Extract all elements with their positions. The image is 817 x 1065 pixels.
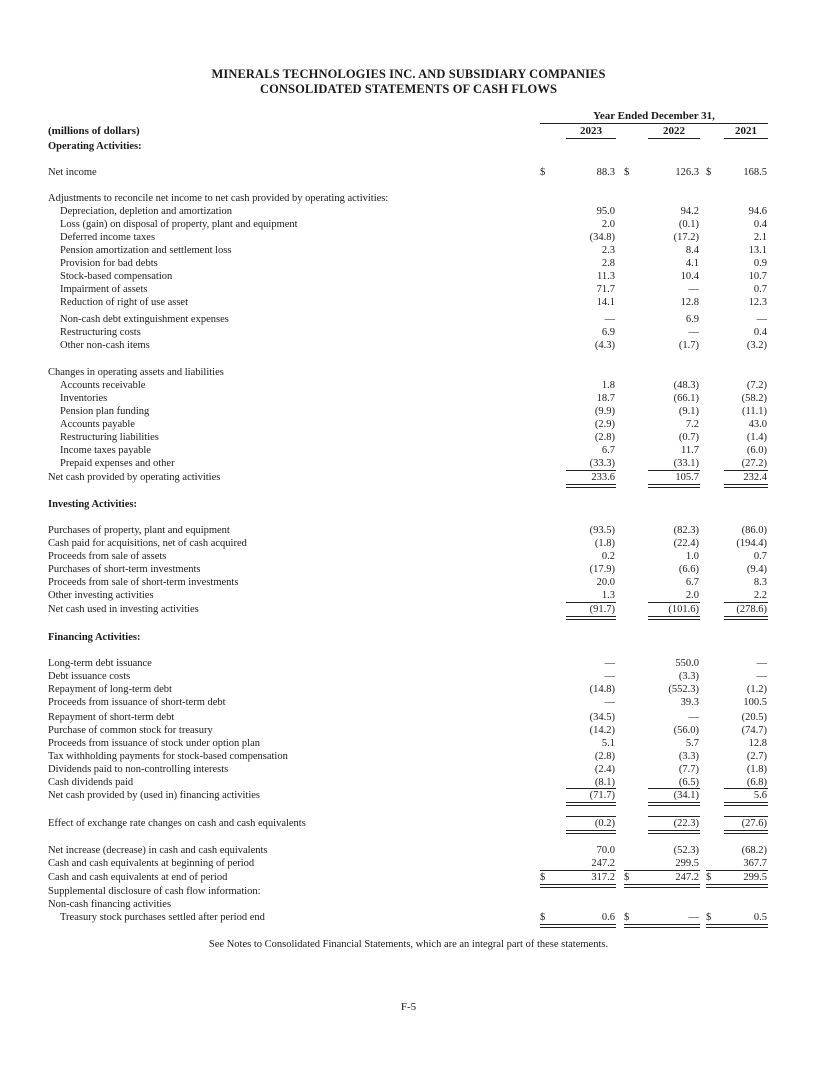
- row-label: Restructuring costs: [60, 327, 141, 338]
- table-row: [0, 589, 817, 602]
- cell-2023: 6.9: [601, 327, 615, 338]
- currency-symbol: $: [540, 167, 546, 178]
- units-label: (millions of dollars): [48, 125, 140, 137]
- subtotal-rule: [648, 602, 700, 603]
- cell-2021: 100.5: [743, 697, 767, 708]
- currency-symbol: $: [540, 872, 546, 883]
- cell-2022: 4.1: [685, 258, 699, 269]
- table-row: [0, 911, 817, 924]
- table-row: [0, 789, 817, 802]
- cell-2021: (86.0): [741, 525, 767, 536]
- subtotal-rule: [566, 602, 616, 603]
- year-column-2021: 2021: [724, 125, 768, 139]
- subtotal-rule: [648, 470, 700, 471]
- subtotal-rule: [540, 870, 616, 871]
- cell-2022: 39.3: [680, 697, 699, 708]
- cell-2021: (11.1): [742, 406, 767, 417]
- row-label: Proceeds from issuance of stock under option plan: [48, 738, 260, 749]
- table-row: [0, 218, 817, 231]
- cell-2021: 0.7: [753, 284, 767, 295]
- total-double-rule: [624, 924, 700, 928]
- cell-2021: (7.2): [746, 380, 767, 391]
- cell-2022: 247.2: [675, 872, 699, 883]
- table-row: [0, 326, 817, 339]
- cell-2021: (2.7): [746, 751, 767, 762]
- currency-symbol: $: [624, 872, 630, 883]
- cell-2022: 5.7: [685, 738, 699, 749]
- row-label: Debt issuance costs: [48, 671, 131, 682]
- cell-2023: 247.2: [591, 858, 615, 869]
- row-label: Other investing activities: [48, 590, 154, 601]
- subtotal-rule: [566, 816, 616, 817]
- cell-2023: —: [604, 671, 615, 682]
- subtotal-rule: [566, 470, 616, 471]
- cell-2022: 105.7: [675, 472, 699, 483]
- subtotal-rule: [648, 788, 700, 789]
- cell-2022: 10.4: [680, 271, 699, 282]
- table-row: [0, 140, 817, 153]
- cell-2021: 2.1: [753, 232, 767, 243]
- cell-2023: (2.9): [594, 419, 615, 430]
- cell-2021: 299.5: [743, 872, 767, 883]
- currency-symbol: $: [706, 912, 712, 923]
- page-number: F-5: [400, 1001, 417, 1013]
- cell-2022: (66.1): [673, 393, 699, 404]
- cell-2023: 2.8: [601, 258, 615, 269]
- row-label: Cash and cash equivalents at beginning of period: [48, 858, 255, 869]
- cell-2023: —: [604, 658, 615, 669]
- cell-2021: (1.2): [746, 684, 767, 695]
- cell-2021: (6.8): [746, 777, 767, 788]
- total-double-rule: [648, 616, 700, 620]
- row-label: Repayment of long-term debt: [48, 684, 172, 695]
- table-row: [0, 550, 817, 563]
- cell-2021: (68.2): [741, 845, 767, 856]
- cell-2023: (91.7): [589, 604, 615, 615]
- total-double-rule: [566, 616, 616, 620]
- total-double-rule: [566, 484, 616, 488]
- cell-2023: (34.5): [589, 712, 615, 723]
- row-label: Net cash provided by (used in) financing activities: [48, 790, 260, 801]
- total-double-rule: [566, 802, 616, 806]
- table-row: [0, 817, 817, 830]
- cell-2023: (14.2): [589, 725, 615, 736]
- table-row: [0, 392, 817, 405]
- table-row: [0, 205, 817, 218]
- table-row: [0, 724, 817, 737]
- cell-2021: 13.1: [748, 245, 767, 256]
- cell-2023: 317.2: [591, 872, 615, 883]
- table-row: [0, 563, 817, 576]
- row-label: Dividends paid to non-controlling interests: [48, 764, 229, 775]
- cell-2022: (552.3): [668, 684, 699, 695]
- row-label: Long-term debt issuance: [48, 658, 152, 669]
- table-row: [0, 696, 817, 709]
- table-row: [0, 379, 817, 392]
- cell-2023: (14.8): [589, 684, 615, 695]
- table-row: [0, 405, 817, 418]
- row-label: Pension plan funding: [60, 406, 150, 417]
- footnote: See Notes to Consolidated Financial Statements, which are an integral part of these statements.: [208, 939, 609, 950]
- table-row: [0, 257, 817, 270]
- cell-2023: 70.0: [596, 845, 615, 856]
- row-label: Deferred income taxes: [60, 232, 156, 243]
- cell-2023: 6.7: [601, 445, 615, 456]
- table-row: [0, 711, 817, 724]
- cell-2021: 94.6: [748, 206, 767, 217]
- cell-2022: (82.3): [673, 525, 699, 536]
- cell-2023: 88.3: [596, 167, 615, 178]
- cell-2022: 1.0: [685, 551, 699, 562]
- cell-2021: (1.8): [746, 764, 767, 775]
- cell-2021: (74.7): [741, 725, 767, 736]
- cell-2023: (17.9): [589, 564, 615, 575]
- row-label: Loss (gain) on disposal of property, plant and equipment: [60, 219, 298, 230]
- cell-2022: —: [688, 712, 699, 723]
- cell-2023: 1.3: [601, 590, 615, 601]
- cell-2021: —: [756, 658, 767, 669]
- cell-2022: (17.2): [673, 232, 699, 243]
- cell-2022: 6.7: [685, 577, 699, 588]
- period-heading: Year Ended December 31,: [540, 110, 768, 124]
- cell-2021: (27.6): [741, 818, 767, 829]
- row-label: Accounts payable: [60, 419, 135, 430]
- cell-2022: (0.7): [678, 432, 699, 443]
- row-label: Net cash provided by operating activities: [48, 472, 221, 483]
- total-double-rule: [540, 924, 616, 928]
- table-row: [0, 737, 817, 750]
- table-row: [0, 192, 817, 205]
- cell-2023: (33.3): [589, 458, 615, 469]
- cell-2022: (1.7): [678, 340, 699, 351]
- table-row: [0, 603, 817, 616]
- cell-2022: (22.4): [673, 538, 699, 549]
- total-double-rule: [648, 830, 700, 834]
- table-row: [0, 296, 817, 309]
- cell-2021: 0.5: [753, 912, 767, 923]
- cell-2022: (52.3): [673, 845, 699, 856]
- cell-2022: (6.6): [678, 564, 699, 575]
- row-label: Tax withholding payments for stock-based compensation: [48, 751, 288, 762]
- table-row: [0, 431, 817, 444]
- subtotal-rule: [566, 788, 616, 789]
- row-label: Adjustments to reconcile net income to net cash provided by operating activities:: [48, 193, 389, 204]
- subtotal-rule: [724, 788, 768, 789]
- cell-2023: 2.3: [601, 245, 615, 256]
- cell-2021: (1.4): [746, 432, 767, 443]
- table-row: [0, 471, 817, 484]
- cell-2023: (4.3): [594, 340, 615, 351]
- table-row: [0, 366, 817, 379]
- cell-2023: 95.0: [596, 206, 615, 217]
- company-title: MINERALS TECHNOLOGIES INC. AND SUBSIDIARY COMPANIES: [211, 67, 606, 81]
- table-row: [0, 418, 817, 431]
- total-double-rule: [724, 830, 768, 834]
- table-row: [0, 457, 817, 470]
- cell-2021: 10.7: [748, 271, 767, 282]
- row-label: Pension amortization and settlement loss: [60, 245, 232, 256]
- cell-2023: 0.2: [601, 551, 615, 562]
- row-label: Income taxes payable: [60, 445, 151, 456]
- row-label: Inventories: [60, 393, 108, 404]
- table-row: [0, 498, 817, 511]
- cell-2021: 43.0: [748, 419, 767, 430]
- table-row: [0, 750, 817, 763]
- total-double-rule: [566, 830, 616, 834]
- cell-2021: 232.4: [743, 472, 767, 483]
- cell-2022: 299.5: [675, 858, 699, 869]
- cell-2023: (2.8): [594, 432, 615, 443]
- row-label: Proceeds from sale of assets: [48, 551, 167, 562]
- cell-2022: 2.0: [685, 590, 699, 601]
- cell-2022: —: [688, 912, 699, 923]
- table-row: [0, 670, 817, 683]
- table-row: [0, 270, 817, 283]
- total-double-rule: [724, 802, 768, 806]
- total-double-rule: [648, 484, 700, 488]
- currency-symbol: $: [706, 167, 712, 178]
- table-row: [0, 313, 817, 326]
- row-label: Accounts receivable: [60, 380, 146, 391]
- cell-2023: —: [604, 314, 615, 325]
- subtotal-rule: [724, 602, 768, 603]
- row-label: Cash and cash equivalents at end of period: [48, 872, 228, 883]
- cell-2022: (101.6): [668, 604, 699, 615]
- row-label: Depreciation, depletion and amortization: [60, 206, 233, 217]
- cell-2022: —: [688, 327, 699, 338]
- cell-2021: (194.4): [736, 538, 767, 549]
- cell-2022: —: [688, 284, 699, 295]
- cell-2023: (1.8): [594, 538, 615, 549]
- cell-2021: 2.2: [753, 590, 767, 601]
- row-label: Supplemental disclosure of cash flow information:: [48, 886, 261, 897]
- row-label: Prepaid expenses and other: [60, 458, 175, 469]
- row-label: Proceeds from sale of short-term investments: [48, 577, 239, 588]
- row-label: Changes in operating assets and liabilities: [48, 367, 224, 378]
- section-heading: Operating Activities:: [48, 141, 142, 152]
- table-row: [0, 576, 817, 589]
- cell-2023: (34.8): [589, 232, 615, 243]
- cell-2022: (6.5): [678, 777, 699, 788]
- cell-2022: 6.9: [685, 314, 699, 325]
- subtotal-rule: [624, 870, 700, 871]
- row-label: Purchases of property, plant and equipment: [48, 525, 230, 536]
- row-label: Purchases of short-term investments: [48, 564, 201, 575]
- row-label: Purchase of common stock for treasury: [48, 725, 213, 736]
- cell-2021: 168.5: [743, 167, 767, 178]
- cell-2022: 11.7: [681, 445, 699, 456]
- table-row: [0, 339, 817, 352]
- row-label: Provision for bad debts: [60, 258, 158, 269]
- cell-2023: 0.6: [601, 912, 615, 923]
- row-label: Cash dividends paid: [48, 777, 134, 788]
- currency-symbol: $: [624, 912, 630, 923]
- cell-2021: (9.4): [746, 564, 767, 575]
- statement-title: CONSOLIDATED STATEMENTS OF CASH FLOWS: [259, 82, 558, 96]
- year-column-2023: 2023: [566, 125, 616, 139]
- row-label: Effect of exchange rate changes on cash and cash equivalents: [48, 818, 306, 829]
- cell-2022: (3.3): [678, 751, 699, 762]
- table-row: [0, 857, 817, 870]
- row-label: Other non-cash items: [60, 340, 150, 351]
- row-label: Proceeds from issuance of short-term debt: [48, 697, 226, 708]
- cell-2022: (33.1): [673, 458, 699, 469]
- cell-2023: 14.1: [596, 297, 615, 308]
- year-column-2022: 2022: [648, 125, 700, 139]
- currency-symbol: $: [706, 872, 712, 883]
- table-row: [0, 898, 817, 911]
- row-label: Treasury stock purchases settled after period end: [60, 912, 265, 923]
- total-double-rule: [724, 616, 768, 620]
- cell-2021: (20.5): [741, 712, 767, 723]
- cell-2022: 126.3: [675, 167, 699, 178]
- cell-2023: (0.2): [594, 818, 615, 829]
- cell-2021: 0.9: [753, 258, 767, 269]
- table-row: [0, 231, 817, 244]
- cell-2021: (27.2): [741, 458, 767, 469]
- subtotal-rule: [648, 816, 700, 817]
- cell-2021: 8.3: [753, 577, 767, 588]
- row-label: Net cash used in investing activities: [48, 604, 199, 615]
- cell-2021: 0.7: [753, 551, 767, 562]
- cell-2021: (58.2): [741, 393, 767, 404]
- subtotal-rule: [724, 816, 768, 817]
- row-label: Reduction of right of use asset: [60, 297, 189, 308]
- cell-2023: (9.9): [594, 406, 615, 417]
- row-label: Non-cash financing activities: [48, 899, 172, 910]
- cell-2023: —: [604, 697, 615, 708]
- cell-2022: 8.4: [685, 245, 699, 256]
- table-row: [0, 631, 817, 644]
- cell-2021: —: [756, 314, 767, 325]
- cell-2022: (48.3): [673, 380, 699, 391]
- cell-2022: 12.8: [680, 297, 699, 308]
- table-row: [0, 444, 817, 457]
- cell-2023: 18.7: [596, 393, 615, 404]
- cell-2023: 5.1: [601, 738, 615, 749]
- cell-2023: (71.7): [589, 790, 615, 801]
- cell-2021: (6.0): [746, 445, 767, 456]
- total-double-rule: [706, 924, 768, 928]
- cell-2023: 233.6: [591, 472, 615, 483]
- cell-2022: 7.2: [685, 419, 699, 430]
- section-heading: Financing Activities:: [48, 632, 141, 643]
- cell-2023: (93.5): [589, 525, 615, 536]
- table-row: [0, 844, 817, 857]
- cell-2023: (2.8): [594, 751, 615, 762]
- cell-2021: (278.6): [736, 604, 767, 615]
- cell-2021: 12.8: [748, 738, 767, 749]
- table-row: [0, 885, 817, 898]
- table-row: [0, 657, 817, 670]
- row-label: Repayment of short-term debt: [48, 712, 175, 723]
- section-heading: Investing Activities:: [48, 499, 137, 510]
- row-label: Impairment of assets: [60, 284, 148, 295]
- cell-2021: 367.7: [743, 858, 767, 869]
- cell-2022: (22.3): [673, 818, 699, 829]
- cell-2023: 2.0: [601, 219, 615, 230]
- cell-2023: (8.1): [594, 777, 615, 788]
- table-row: [0, 763, 817, 776]
- row-label: Cash paid for acquisitions, net of cash acquired: [48, 538, 247, 549]
- cell-2023: 20.0: [596, 577, 615, 588]
- table-row: [0, 871, 817, 884]
- cell-2022: 550.0: [675, 658, 699, 669]
- subtotal-rule: [724, 470, 768, 471]
- currency-symbol: $: [624, 167, 630, 178]
- cell-2022: (0.1): [678, 219, 699, 230]
- total-double-rule: [648, 802, 700, 806]
- cell-2022: (56.0): [673, 725, 699, 736]
- cell-2021: 12.3: [748, 297, 767, 308]
- cell-2021: 0.4: [753, 219, 767, 230]
- row-label: Stock-based compensation: [60, 271, 173, 282]
- cell-2023: 1.8: [601, 380, 615, 391]
- cell-2023: 71.7: [596, 284, 615, 295]
- table-row: [0, 166, 817, 179]
- cell-2021: 5.6: [753, 790, 767, 801]
- cell-2021: —: [756, 671, 767, 682]
- table-row: [0, 683, 817, 696]
- table-row: [0, 283, 817, 296]
- cell-2022: (3.3): [678, 671, 699, 682]
- subtotal-rule: [706, 870, 768, 871]
- table-row: [0, 244, 817, 257]
- cell-2022: (9.1): [678, 406, 699, 417]
- cell-2022: (34.1): [673, 790, 699, 801]
- cell-2021: (3.2): [746, 340, 767, 351]
- table-row: [0, 537, 817, 550]
- row-label: Restructuring liabilities: [60, 432, 159, 443]
- cell-2022: 94.2: [680, 206, 699, 217]
- cell-2022: (7.7): [678, 764, 699, 775]
- table-row: [0, 524, 817, 537]
- row-label: Net increase (decrease) in cash and cash equivalents: [48, 845, 268, 856]
- currency-symbol: $: [540, 912, 546, 923]
- total-double-rule: [724, 484, 768, 488]
- cell-2021: 0.4: [753, 327, 767, 338]
- cell-2023: 11.3: [597, 271, 615, 282]
- row-label: Net income: [48, 167, 97, 178]
- cell-2023: (2.4): [594, 764, 615, 775]
- row-label: Non-cash debt extinguishment expenses: [60, 314, 229, 325]
